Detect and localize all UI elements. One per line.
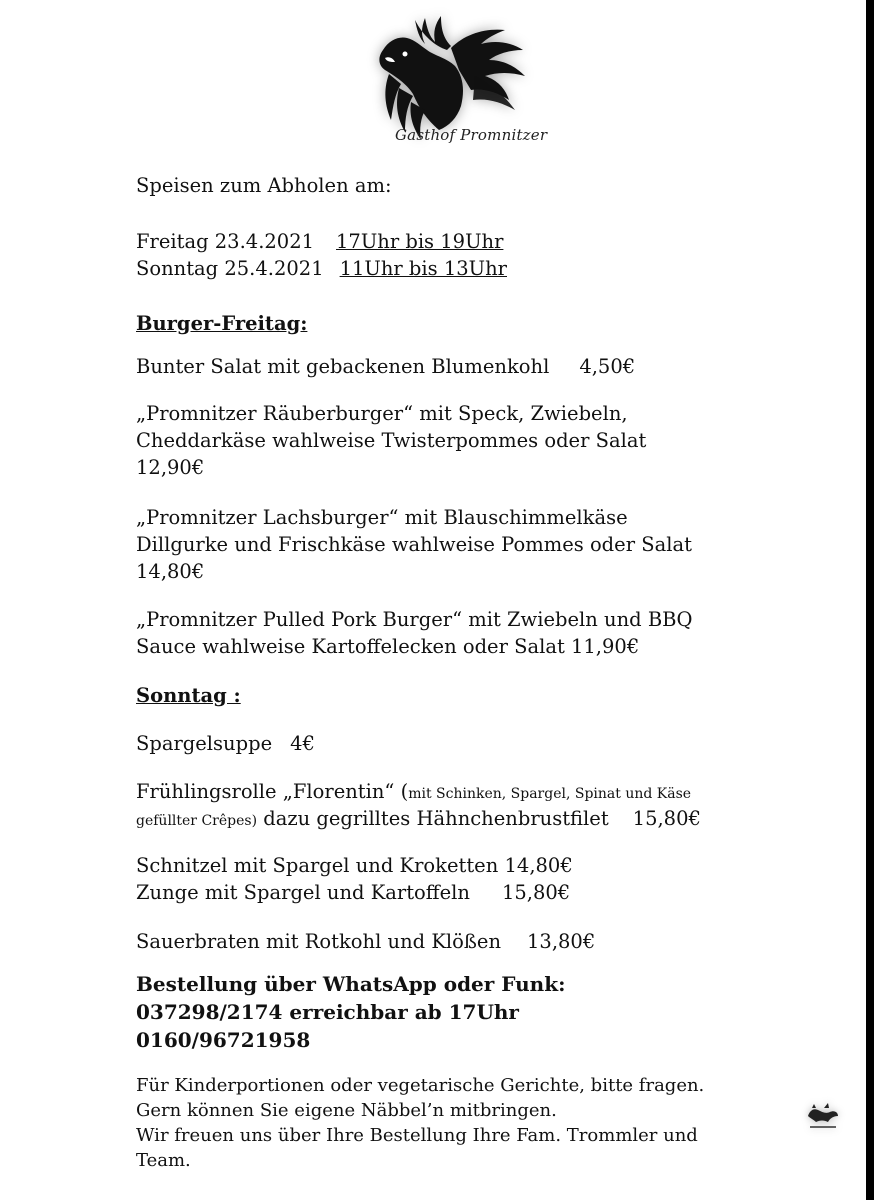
menu-item-line	[136, 778, 691, 808]
sunday-heading: Sonntag :	[136, 684, 241, 707]
footer-line: Team.	[136, 1150, 191, 1171]
date-time: 17Uhr bis 19Uhr	[336, 230, 504, 253]
item-price: 4€	[290, 732, 315, 755]
footer-line: Für Kinderportionen oder vegetarische Gerichte, bitte fragen.	[136, 1075, 705, 1096]
menu-item-line: Cheddarkäse wahlweise Twisterpommes oder Salat	[136, 429, 647, 452]
menu-item-salad	[136, 353, 635, 381]
friday-heading: Burger-Freitag:	[136, 312, 308, 335]
date-day: Sonntag 25.4.2021	[136, 257, 324, 280]
item-detail: mit Schinken, Spargel, Spinat und Käse	[408, 786, 692, 802]
item-price: 13,80€	[527, 930, 596, 953]
item-price: 12,90€	[136, 456, 205, 479]
item-name: Zunge mit Spargel und Kartoffeln	[136, 881, 470, 904]
item-name: Sauerbraten mit Rotkohl und Klößen	[136, 930, 502, 953]
item-name: Frühlingsrolle „Florentin“ (	[136, 780, 409, 803]
menu-item-soup	[136, 730, 315, 758]
menu-item-line: „Promnitzer Pulled Pork Burger“ mit Zwiebeln und BBQ	[136, 608, 693, 631]
menu-item-line: „Promnitzer Lachsburger“ mit Blauschimmelkäse	[136, 506, 628, 529]
stag-stamp-icon	[802, 1102, 842, 1136]
menu-item-sauerbraten	[136, 928, 595, 956]
footer-line: Gern können Sie eigene Näbbel’n mitbringen.	[136, 1100, 557, 1121]
menu-item-line: Sauce wahlweise Kartoffelecken oder Salat 11,90€	[136, 635, 640, 658]
menu-item-line: „Promnitzer Räuberburger“ mit Speck, Zwiebeln,	[136, 402, 628, 425]
order-mobile: 0160/96721958	[136, 1028, 311, 1052]
item-price: 15,80€	[501, 881, 571, 904]
menu-item-schnitzel	[136, 852, 573, 880]
logo-text: Gasthof Promnitzer	[395, 126, 548, 144]
menu-item-line	[136, 805, 701, 835]
date-day: Freitag 23.4.2021	[136, 230, 315, 253]
date-row	[136, 228, 503, 256]
order-phone: 037298/2174 erreichbar ab 17Uhr	[136, 1000, 519, 1024]
footer-line: Wir freuen uns über Ihre Bestellung Ihre Fam. Trommler und	[136, 1125, 698, 1146]
item-name: Schnitzel mit Spargel und Kroketten	[136, 854, 499, 877]
item-name: Bunter Salat mit gebackenen Blumenkohl	[136, 355, 550, 378]
item-price: 14,80€	[504, 854, 573, 877]
item-price: 4,50€	[579, 355, 636, 378]
item-price: 14,80€	[136, 560, 205, 583]
item-price: 15,80€	[632, 807, 701, 830]
item-name: Spargelsuppe	[136, 732, 273, 755]
intro-text: Speisen zum Abholen am:	[136, 174, 392, 197]
menu-item-line: Dillgurke und Frischkäse wahlweise Pommes oder Salat	[136, 533, 692, 556]
item-name: dazu gegrilltes Hähnchenbrustfilet	[257, 807, 609, 830]
item-detail: gefüllter Crêpes)	[136, 813, 258, 829]
date-time: 11Uhr bis 13Uhr	[339, 257, 507, 280]
menu-item-zunge	[136, 879, 570, 907]
date-row	[136, 255, 507, 283]
order-line: Bestellung über WhatsApp oder Funk:	[136, 972, 566, 996]
